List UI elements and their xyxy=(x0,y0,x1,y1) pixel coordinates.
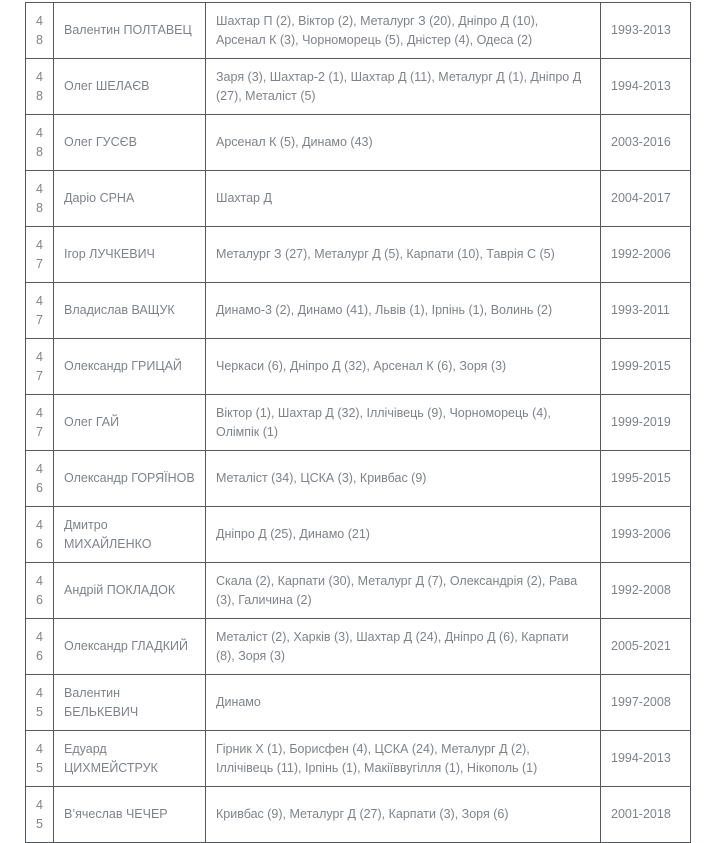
cell-clubs-list: Гірник Х (1), Борисфен (4), ЦСКА (24), Металург Д (2), Іллічівець (11), Ірпінь (1), Макіїввугілля (1), Нікополь (1) xyxy=(206,731,601,787)
cell-career-years: 2003-2016 xyxy=(601,115,691,171)
table-row xyxy=(26,395,691,451)
cell-clubs-list: Металург З (27), Металург Д (5), Карпати (10), Таврія С (5) xyxy=(206,227,601,283)
cell-clubs-list: Дніпро Д (25), Динамо (21) xyxy=(206,507,601,563)
table-row xyxy=(26,115,691,171)
cell-caps-count: 45 xyxy=(26,675,54,731)
cell-career-years: 1993-2006 xyxy=(601,507,691,563)
cell-player-name: Олег ГУСЄВ xyxy=(54,115,206,171)
table-row xyxy=(26,59,691,115)
cell-career-years: 2004-2017 xyxy=(601,171,691,227)
cell-player-name: Ігор ЛУЧКЕВИЧ xyxy=(54,227,206,283)
cell-caps-count: 48 xyxy=(26,115,54,171)
table-row xyxy=(26,283,691,339)
cell-caps-count: 46 xyxy=(26,451,54,507)
cell-player-name: Дмитро МИХАЙЛЕНКО xyxy=(54,507,206,563)
cell-clubs-list: Шахтар Д xyxy=(206,171,601,227)
cell-caps-count: 46 xyxy=(26,619,54,675)
cell-clubs-list: Черкаси (6), Дніпро Д (32), Арсенал К (6), Зоря (3) xyxy=(206,339,601,395)
cell-player-name: Валентин ПОЛТАВЕЦ xyxy=(54,3,206,59)
cell-career-years: 1995-2015 xyxy=(601,451,691,507)
cell-caps-count: 47 xyxy=(26,339,54,395)
table-row xyxy=(26,339,691,395)
cell-career-years: 2001-2018 xyxy=(601,787,691,843)
cell-caps-count: 45 xyxy=(26,787,54,843)
table-row xyxy=(26,731,691,787)
cell-clubs-list: Віктор (1), Шахтар Д (32), Іллічівець (9), Чорноморець (4), Олімпік (1) xyxy=(206,395,601,451)
players-table xyxy=(25,2,691,843)
cell-career-years: 1993-2011 xyxy=(601,283,691,339)
cell-career-years: 1993-2013 xyxy=(601,3,691,59)
cell-caps-count: 48 xyxy=(26,59,54,115)
table-row xyxy=(26,563,691,619)
cell-player-name: Едуард ЦИХМЕЙСТРУК xyxy=(54,731,206,787)
cell-caps-count: 48 xyxy=(26,3,54,59)
cell-player-name: Олег ГАЙ xyxy=(54,395,206,451)
table-row xyxy=(26,3,691,59)
table-row xyxy=(26,675,691,731)
cell-clubs-list: Динамо xyxy=(206,675,601,731)
table-row xyxy=(26,619,691,675)
cell-clubs-list: Заря (3), Шахтар-2 (1), Шахтар Д (11), Металург Д (1), Дніпро Д (27), Металіст (5) xyxy=(206,59,601,115)
cell-caps-count: 47 xyxy=(26,395,54,451)
table-row xyxy=(26,787,691,843)
cell-clubs-list: Динамо-3 (2), Динамо (41), Львів (1), Ірпінь (1), Волинь (2) xyxy=(206,283,601,339)
cell-caps-count: 47 xyxy=(26,227,54,283)
cell-clubs-list: Скала (2), Карпати (30), Металург Д (7), Олександрія (2), Рава (3), Галичина (2) xyxy=(206,563,601,619)
cell-player-name: Олег ШЕЛАЄВ xyxy=(54,59,206,115)
cell-player-name: Олександр ГОРЯЇНОВ xyxy=(54,451,206,507)
cell-caps-count: 45 xyxy=(26,731,54,787)
cell-career-years: 1997-2008 xyxy=(601,675,691,731)
table-row xyxy=(26,171,691,227)
table-row xyxy=(26,451,691,507)
cell-career-years: 1992-2008 xyxy=(601,563,691,619)
cell-player-name: Олександр ГРИЦАЙ xyxy=(54,339,206,395)
cell-caps-count: 46 xyxy=(26,507,54,563)
players-table-body xyxy=(26,3,691,843)
table-row xyxy=(26,227,691,283)
cell-career-years: 1999-2015 xyxy=(601,339,691,395)
cell-career-years: 2005-2021 xyxy=(601,619,691,675)
cell-player-name: Даріо СРНА xyxy=(54,171,206,227)
cell-player-name: Валентин БЕЛЬКЕВИЧ xyxy=(54,675,206,731)
cell-clubs-list: Металіст (34), ЦСКА (3), Кривбас (9) xyxy=(206,451,601,507)
table-row xyxy=(26,507,691,563)
cell-caps-count: 47 xyxy=(26,283,54,339)
cell-career-years: 1994-2013 xyxy=(601,731,691,787)
cell-player-name: Владислав ВАЩУК xyxy=(54,283,206,339)
cell-player-name: Андрій ПОКЛАДОК xyxy=(54,563,206,619)
cell-clubs-list: Арсенал К (5), Динамо (43) xyxy=(206,115,601,171)
cell-clubs-list: Кривбас (9), Металург Д (27), Карпати (3), Зоря (6) xyxy=(206,787,601,843)
cell-clubs-list: Металіст (2), Харків (3), Шахтар Д (24), Дніпро Д (6), Карпати (8), Зоря (3) xyxy=(206,619,601,675)
cell-career-years: 1994-2013 xyxy=(601,59,691,115)
cell-clubs-list: Шахтар П (2), Віктор (2), Металург З (20), Дніпро Д (10), Арсенал К (3), Чорноморець (5), Дністер (4), Одеса (2) xyxy=(206,3,601,59)
cell-player-name: Олександр ГЛАДКИЙ xyxy=(54,619,206,675)
cell-career-years: 1992-2006 xyxy=(601,227,691,283)
cell-career-years: 1999-2019 xyxy=(601,395,691,451)
cell-player-name: В’ячеслав ЧЕЧЕР xyxy=(54,787,206,843)
cell-caps-count: 48 xyxy=(26,171,54,227)
players-table-container xyxy=(25,2,691,843)
cell-caps-count: 46 xyxy=(26,563,54,619)
